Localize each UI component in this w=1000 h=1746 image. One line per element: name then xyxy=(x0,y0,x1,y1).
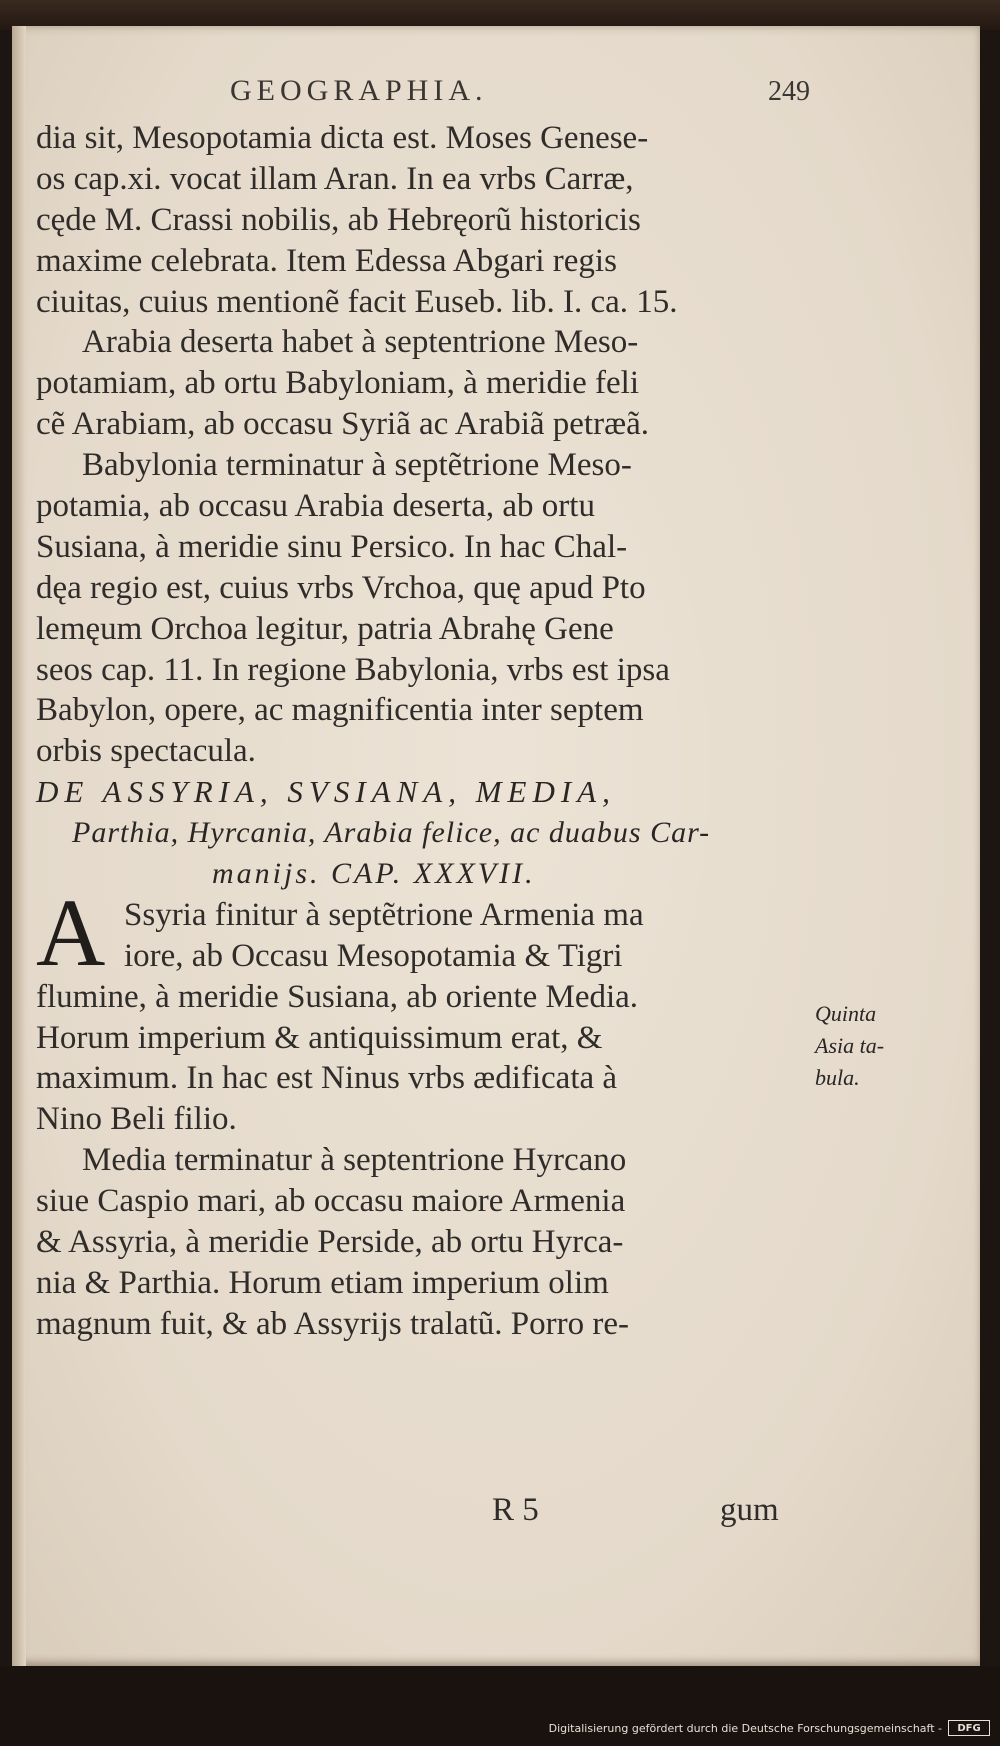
margin-note-line: Asia ta- xyxy=(815,1033,885,1058)
margin-note-line: Quinta xyxy=(815,1001,877,1026)
page-header xyxy=(230,74,810,114)
chapter-heading-line-2: Parthia, Hyrcania, Arabia felice, ac duabus Car- xyxy=(72,816,711,850)
margin-note-line: bula. xyxy=(815,1065,860,1090)
text-line: maximum. In hac est Ninus vrbs ædificata à xyxy=(36,1060,618,1097)
text-line: potamia, ab occasu Arabia deserta, ab ortu xyxy=(36,488,595,525)
text-line: dęa regio est, cuius vrbs Vrchoa, quę apud Pto xyxy=(36,569,646,606)
text-line: lemęum Orchoa legitur, patria Abrahę Gene xyxy=(36,610,614,647)
text-line: maxime celebrata. Item Edessa Abgari regis xyxy=(36,242,617,279)
text-line: iore, ab Occasu Mesopotamia & Tigri xyxy=(124,937,623,974)
text-line: Ssyria finitur à septẽtrione Armenia ma xyxy=(124,896,644,933)
drop-cap: A xyxy=(36,878,106,986)
page-gutter-shadow xyxy=(12,26,26,1666)
text-line: nia & Parthia. Horum etiam imperium olim xyxy=(36,1264,609,1301)
text-line: seos cap. 11. In regione Babylonia, vrbs est ipsa xyxy=(36,651,670,688)
text-line: flumine, à meridie Susiana, ab oriente Media. xyxy=(36,978,639,1015)
margin-note xyxy=(815,998,965,1094)
text-line: Arabia deserta habet à septentrione Meso- xyxy=(82,324,639,361)
text-line: Babylon, opere, ac magnificentia inter septem xyxy=(36,692,644,729)
text-line: dia sit, Mesopotamia dicta est. Moses Genese- xyxy=(36,120,649,156)
chapter-heading-line-1: DE ASSYRIA, SVSIANA, MEDIA, xyxy=(36,774,616,810)
text-line: & Assyria, à meridie Perside, ab ortu Hyrca- xyxy=(36,1224,624,1261)
page-number: 249 xyxy=(768,76,810,107)
text-line: cẽ Arabiam, ab occasu Syriã ac Arabiã petræã. xyxy=(36,406,649,443)
text-line: magnum fuit, & ab Assyrijs tralatũ. Porro re- xyxy=(36,1305,629,1342)
text-line: potamiam, ab ortu Babyloniam, à meridie feli xyxy=(36,365,639,402)
running-title: GEOGRAPHIA. xyxy=(230,74,488,107)
text-line: Babylonia terminatur à septẽtrione Meso- xyxy=(82,447,632,484)
dfg-logo: DFG xyxy=(948,1720,990,1736)
body-text xyxy=(36,118,806,1345)
text-line: Nino Beli filio. xyxy=(36,1101,237,1138)
text-line: os cap.xi. vocat illam Aran. In ea vrbs Carræ, xyxy=(36,160,634,197)
text-line: Horum imperium & antiquissimum erat, & xyxy=(36,1019,603,1056)
text-line: orbis spectacula. xyxy=(36,733,256,770)
text-line: Susiana, à meridie sinu Persico. In hac Chal- xyxy=(36,528,628,565)
text-line: siue Caspio mari, ab occasu maiore Armenia xyxy=(36,1183,626,1220)
chapter-heading-line-3: manijs. CAP. XXXVII. xyxy=(212,857,536,891)
catchword: gum xyxy=(720,1492,779,1528)
signature-mark: R 5 xyxy=(492,1492,539,1528)
text-line: cęde M. Crassi nobilis, ab Hebręorũ historicis xyxy=(36,201,641,238)
page-footer-line xyxy=(36,1492,806,1532)
text-line: Media terminatur à septentrione Hyrcano xyxy=(82,1142,627,1179)
digitization-credit: Digitalisierung gefördert durch die Deutsche Forschungsgemeinschaft - xyxy=(548,1722,942,1735)
text-line: ciuitas, cuius mentionẽ facit Euseb. lib. I. ca. 15. xyxy=(36,283,678,320)
